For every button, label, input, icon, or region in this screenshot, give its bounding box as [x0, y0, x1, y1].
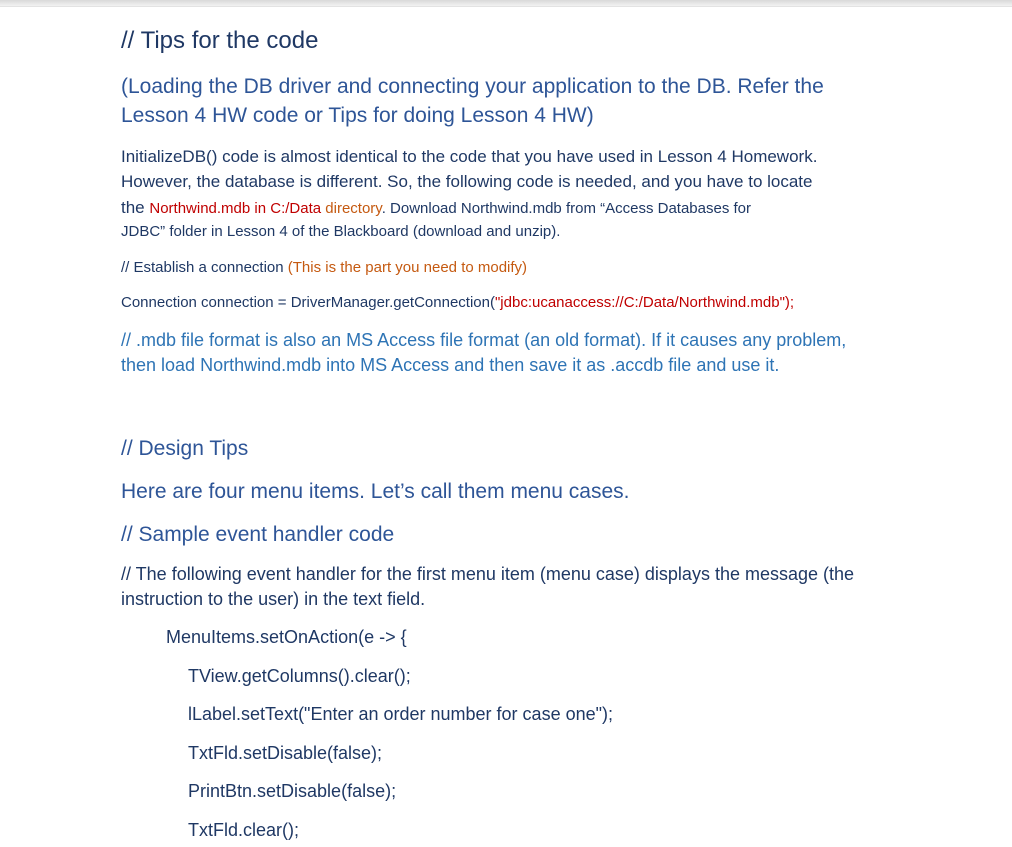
document-page — [0, 7, 1012, 847]
connection-code-line: Connection connection = DriverManager.getConnection("jdbc:ucanaccess://C:/Data/Northwind.mdb"); — [121, 294, 795, 311]
handler-comment-line-1: // The following event handler for the first menu item (menu case) displays the message (the — [121, 564, 855, 584]
mdb-note-line-2: then load Northwind.mdb into MS Access and then save it as .accdb file and use it. — [121, 355, 780, 375]
menu-items-text: Here are four menu items. Let’s call them menu cases. — [121, 480, 630, 503]
establish-connection-comment: // Establish a connection (This is the part you need to modify) — [121, 259, 528, 276]
code-line-txtfld-disable: TxtFld.setDisable(false); — [188, 743, 383, 763]
handler-comment-line-2: instruction to the user) in the text field. — [121, 589, 426, 609]
para1-line-3: the Northwind.mdb in C:/Data directory. Download Northwind.mdb from “Access Databases for — [121, 198, 752, 217]
code-line-setonaction: MenuItems.setOnAction(e -> { — [166, 627, 407, 647]
connection-url-text: "jdbc:ucanaccess://C:/Data/Northwind.mdb"); — [494, 294, 795, 311]
window-top-border — [0, 0, 1012, 7]
sample-handler-heading: // Sample event handler code — [121, 523, 395, 546]
intro-line-2: Lesson 4 HW code or Tips for doing Lesson 4 HW) — [121, 104, 594, 127]
design-tips-heading: // Design Tips — [121, 437, 249, 460]
code-line-printbtn-disable: PrintBtn.setDisable(false); — [188, 781, 397, 801]
code-line-set-label: lLabel.setText("Enter an order number for case one"); — [188, 704, 613, 724]
mdb-note-line-1: // .mdb file format is also an MS Access file format (an old format). If it causes any problem, — [121, 330, 847, 350]
db-path-text: Northwind.mdb in C:/Data — [149, 200, 322, 217]
para1-line-1: InitializeDB() code is almost identical to the code that you have used in Lesson 4 Homework. — [121, 147, 818, 166]
para1-line-4: JDBC” folder in Lesson 4 of the Blackboard (download and unzip). — [121, 223, 561, 240]
code-line-txtfld-clear: TxtFld.clear(); — [188, 820, 300, 840]
tips-heading: // Tips for the code — [121, 27, 319, 54]
code-line-clear-columns: TView.getColumns().clear(); — [188, 666, 411, 686]
para1-line-2: However, the database is different. So, the following code is needed, and you have to locate — [121, 172, 813, 191]
intro-line-1: (Loading the DB driver and connecting your application to the DB. Refer the — [121, 75, 824, 98]
